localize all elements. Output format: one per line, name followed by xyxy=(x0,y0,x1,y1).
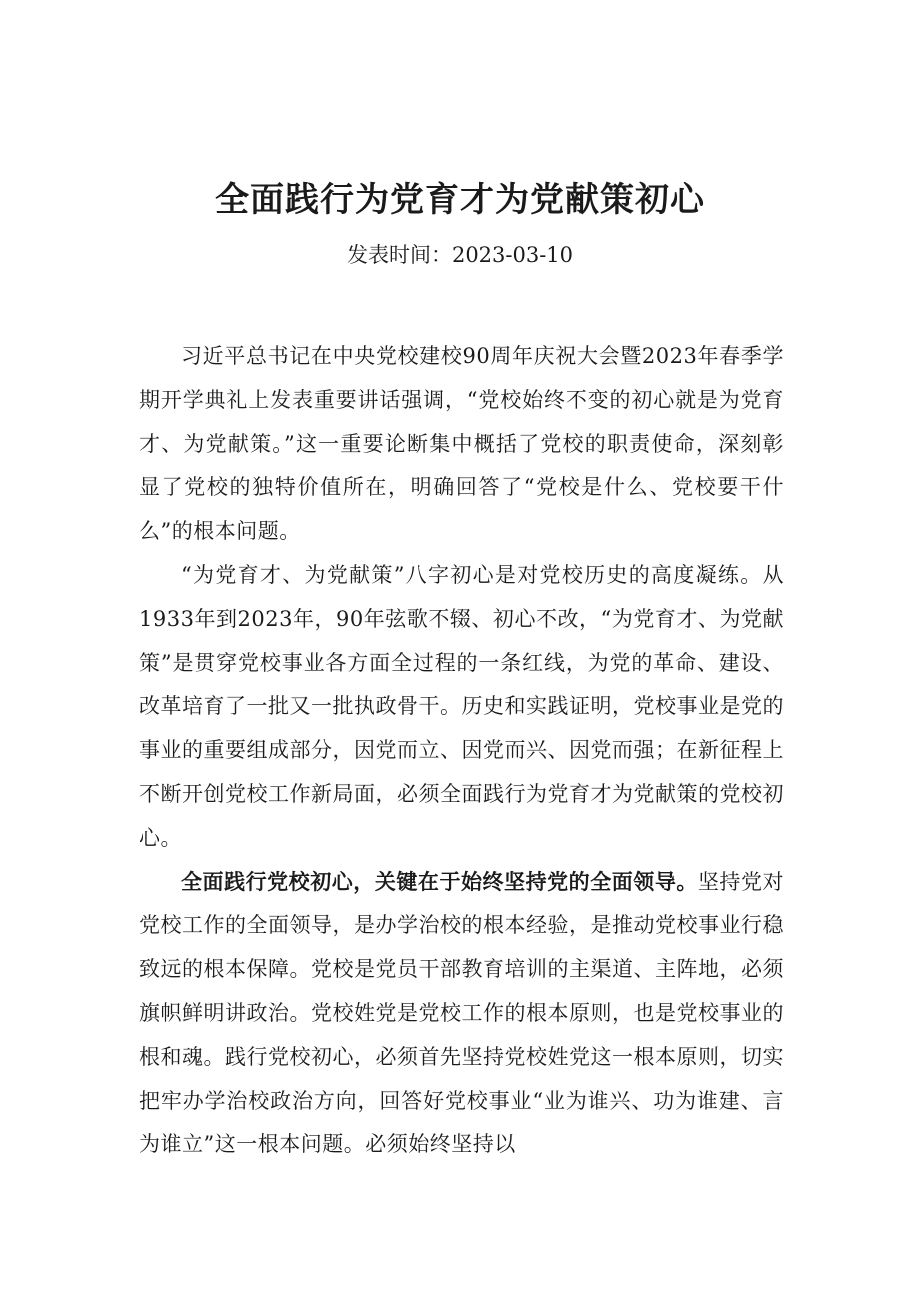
paragraph-1 xyxy=(139,335,784,554)
publish-label: 发表时间： xyxy=(346,243,452,267)
publish-info xyxy=(0,240,920,270)
document-body xyxy=(139,335,784,1167)
paragraph-text: 坚持党对党校工作的全面领导，是办学治校的根本经验，是推动党校事业行稳致远的根本保障。党校是党员干部教育培训的主渠道、主阵地，必须旗帜鲜明讲政治。党校姓党是党校工作的根本原则，也是党校事业的根和魂。践行党校初心，必须首先坚持党校姓党这一根本原则，切实把牢办学治校政治方向，回答好党校事业“业为谁兴、功为谁建、言为谁立”这一根本问题。必须始终坚持以 xyxy=(139,869,785,1157)
document-title: 全面践行为党育才为党献策初心 xyxy=(215,180,705,220)
paragraph-3 xyxy=(139,861,784,1168)
paragraph-text: “为党育才、为党献策”八字初心是对党校历史的高度凝练。从1933年到2023年，90年弦歌不辍、初心不改，“为党育才、为党献策”是贯穿党校事业各方面全过程的一条红线，为党的革命、建设、改革培育了一批又一批执政骨干。历史和实践证明，党校事业是党的事业的重要组成部分，因党而立、因党而兴、因党而强；在新征程上不断开创党校工作新局面，必须全面践行为党育才为党献策的党校初心。 xyxy=(139,562,784,850)
paragraph-2 xyxy=(139,554,784,861)
paragraph-lead-sentence: 全面践行党校初心，关键在于始终坚持党的全面领导。 xyxy=(181,869,698,894)
publish-date: 2023-03-10 xyxy=(451,243,574,267)
paragraph-text: 习近平总书记在中央党校建校90周年庆祝大会暨2023年春季学期开学典礼上发表重要讲话强调，“党校始终不变的初心就是为党育才、为党献策。”这一重要论断集中概括了党校的职责使命，深刻彰显了党校的独特价值所在，明确回答了“党校是什么、党校要干什么”的根本问题。 xyxy=(139,344,784,544)
